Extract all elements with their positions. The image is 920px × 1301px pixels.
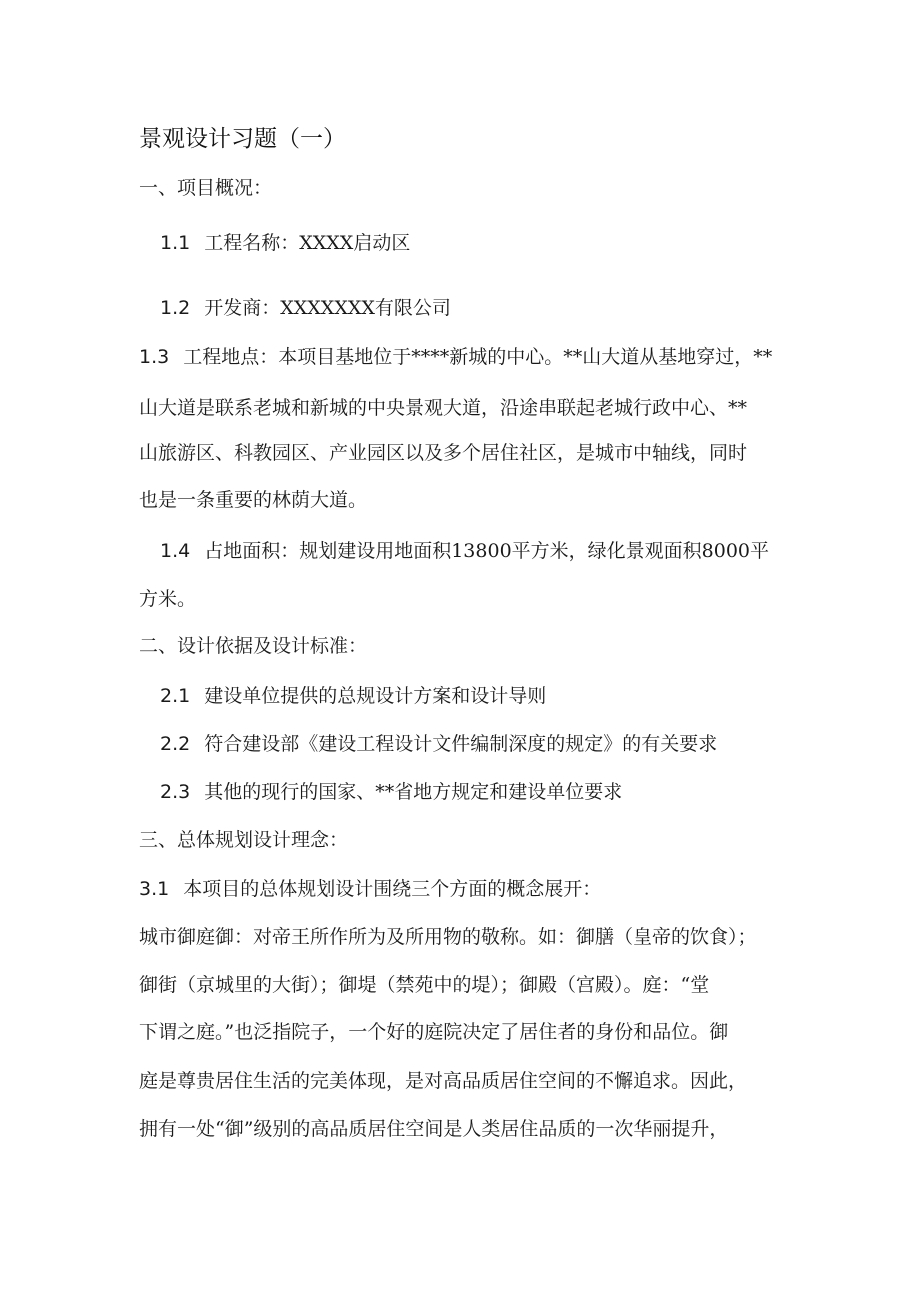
item-1-4-text-1: 占地面积：规划建设用地面积13800平方米，绿化景观面积8000平 [204,540,770,562]
paragraph-line-2: 御街（京城里的大街）；御堤（禁苑中的堤）；御殿（宫殿）。庭：“堂 [139,974,710,996]
item-3-1-number: 3.1 [139,878,170,900]
item-1-2-text: 开发商：XXXXXXX有限公司 [204,297,451,319]
item-1-4-line-2: 方米。 [139,588,197,610]
item-2-1-number: 2.1 [160,685,191,707]
item-3-1-text: 本项目的总体规划设计围绕三个方面的概念展开： [183,878,602,900]
item-1-1-number: 1.1 [160,232,191,254]
section-1-heading: 一、项目概况： [139,177,273,199]
item-1-3-line-3: 山旅游区、科教园区、产业园区以及多个居住社区，是城市中轴线，同时 [139,442,748,464]
item-2-1 [160,684,920,708]
document-title: 景观设计习题（一） [139,126,346,152]
item-2-3-text: 其他的现行的国家、**省地方规定和建设单位要求 [204,781,623,803]
item-1-4-number: 1.4 [160,540,191,562]
item-2-3 [160,780,920,804]
section-2-heading: 二、设计依据及设计标准： [139,635,368,657]
item-2-1-text: 建设单位提供的总规设计方案和设计导则 [204,685,547,707]
paragraph-line-4: 庭是尊贵居住生活的完美体现，是对高品质居住空间的不懈追求。因此， [139,1070,748,1092]
item-1-4-line-1 [160,539,920,563]
item-1-3-text-1: 工程地点：本项目基地位于****新城的中心。**山大道从基地穿过，** [183,346,773,368]
item-2-2-text: 符合建设部《建设工程设计文件编制深度的规定》的有关要求 [204,733,718,755]
paragraph-line-5: 拥有一处“御”级别的高品质居住空间是人类居住品质的一次华丽提升， [139,1118,729,1140]
item-1-2-number: 1.2 [160,297,191,319]
paragraph-line-3: 下谓之庭。”也泛指院子，一个好的庭院决定了居住者的身份和品位。御 [139,1021,729,1043]
item-1-3-line-2: 山大道是联系老城和新城的中央景观大道，沿途串联起老城行政中心、** [139,397,748,419]
section-3-heading: 三、总体规划设计理念： [139,829,349,851]
item-1-2 [160,296,920,320]
item-1-3-number: 1.3 [139,346,170,368]
item-2-2-number: 2.2 [160,733,191,755]
item-2-3-number: 2.3 [160,781,191,803]
paragraph-line-1: 城市御庭御：对帝王所作所为及所用物的敬称。如：御膳（皇帝的饮食）； [139,926,757,948]
item-2-2 [160,732,920,756]
item-1-3-line-4: 也是一条重要的林荫大道。 [139,489,368,511]
item-1-3-line-1 [139,345,920,369]
item-1-1-text: 工程名称：XXXX启动区 [204,232,411,254]
item-1-1 [160,231,920,255]
item-3-1 [139,877,920,901]
